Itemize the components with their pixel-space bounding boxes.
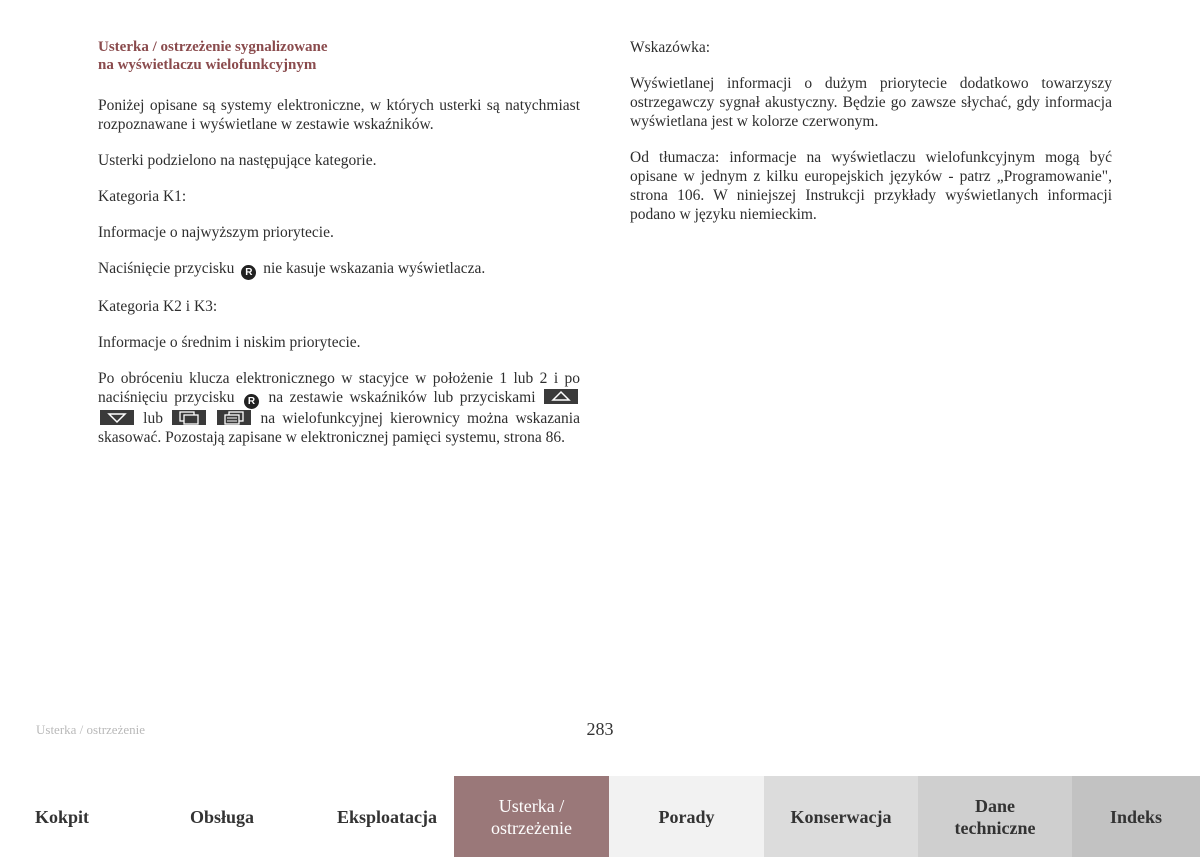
paragraph-note-title: Wskazówka: xyxy=(630,39,711,56)
r-button-icon: R xyxy=(244,394,259,409)
paragraph-k2-desc: Informacje o średnim i niskim priorytecie. xyxy=(98,334,361,351)
paragraph-translator-note: Od tłumacza: informacje na wyświetlaczu wielofunkcyjnym mogą być opisane w jednym z kilku europejskich języków - patrz „Programowanie", strona 106. W niniejszej Instrukcji przykłady wyświetlanych informacji podano w języku niemieckim. xyxy=(630,149,1112,223)
arrow-down-key-icon xyxy=(100,410,134,425)
paragraph-k1-title: Kategoria K1: xyxy=(98,188,187,205)
nav-tab-obsluga[interactable] xyxy=(124,776,320,857)
nav-tab-konserwacja[interactable] xyxy=(764,776,918,857)
nav-tab-label: Dane techniczne xyxy=(954,795,1036,838)
paragraph-note-body: Wyświetlanej informacji o dużym priorytecie dodatkowo towarzyszy ostrzegawczy sygnał akustyczny. Będzie go zawsze słychać, gdy informacja wyświetlana jest w kolorze czerwonym. xyxy=(630,75,1112,130)
left-column xyxy=(98,38,580,464)
nav-tab-eksploatacja[interactable] xyxy=(320,776,454,857)
arrow-up-key-icon xyxy=(544,389,578,404)
paragraph-categories: Usterki podzielono na następujące kategorie. xyxy=(98,152,377,169)
text-fragment: lub xyxy=(143,410,163,427)
text-fragment: Naciśnięcie przycisku xyxy=(98,260,235,277)
nav-tab-label: Konserwacja xyxy=(790,806,892,827)
nav-tab-dane-techniczne[interactable] xyxy=(918,776,1072,857)
page-forward-key-icon xyxy=(217,410,251,425)
bottom-navigation xyxy=(0,776,1200,857)
nav-tab-label: Porady xyxy=(658,806,715,827)
right-column xyxy=(630,38,1112,241)
nav-tab-label: Obsługa xyxy=(189,806,255,827)
nav-tab-label: Eksploatacja xyxy=(336,806,437,827)
paragraph-intro: Poniżej opisane są systemy elektroniczne, w których usterki są natychmiast rozpoznawane i wyświetlane w zestawie wskaźników. xyxy=(98,97,580,133)
heading-line-2: na wyświetlaczu wielofunkcyjnym xyxy=(98,57,317,73)
nav-tab-kokpit[interactable] xyxy=(0,776,124,857)
page-back-key-icon xyxy=(172,410,206,425)
text-fragment: nie kasuje wskazania wyświetlacza. xyxy=(263,260,486,277)
text-fragment: na zestawie wskaźników lub przyciskami xyxy=(268,389,536,406)
heading-line-1: Usterka / ostrzeżenie sygnalizowane xyxy=(98,39,328,55)
nav-tab-indeks[interactable] xyxy=(1072,776,1200,857)
nav-tab-usterka-active[interactable] xyxy=(454,776,609,857)
paragraph-k2-title: Kategoria K2 i K3: xyxy=(98,298,218,315)
paragraph-k1-button xyxy=(98,259,580,280)
paragraph-k1-desc: Informacje o najwyższym priorytecie. xyxy=(98,224,334,241)
nav-tab-label: Usterka / ostrzeżenie xyxy=(491,795,572,838)
nav-tab-porady[interactable] xyxy=(609,776,764,857)
r-button-icon: R xyxy=(241,265,256,280)
paragraph-reset-instructions xyxy=(98,369,580,447)
text-fragment: Po obróceniu klucza elektronicznego w stacyjce w położenie 1 lub 2 i po naciśnięciu przycisku xyxy=(98,370,580,406)
page-number: 283 xyxy=(586,719,614,739)
section-heading xyxy=(98,38,580,74)
nav-tab-label: Indeks xyxy=(1109,806,1163,827)
nav-tab-label: Kokpit xyxy=(34,806,90,827)
text-fragment: na wielofunkcyjnej kierownicy można wskazania skasować. Pozostają zapisane w elektronicznej pamięci systemu, strona 86. xyxy=(98,410,580,446)
footer-section-label: Usterka / ostrzeżenie xyxy=(36,722,146,737)
